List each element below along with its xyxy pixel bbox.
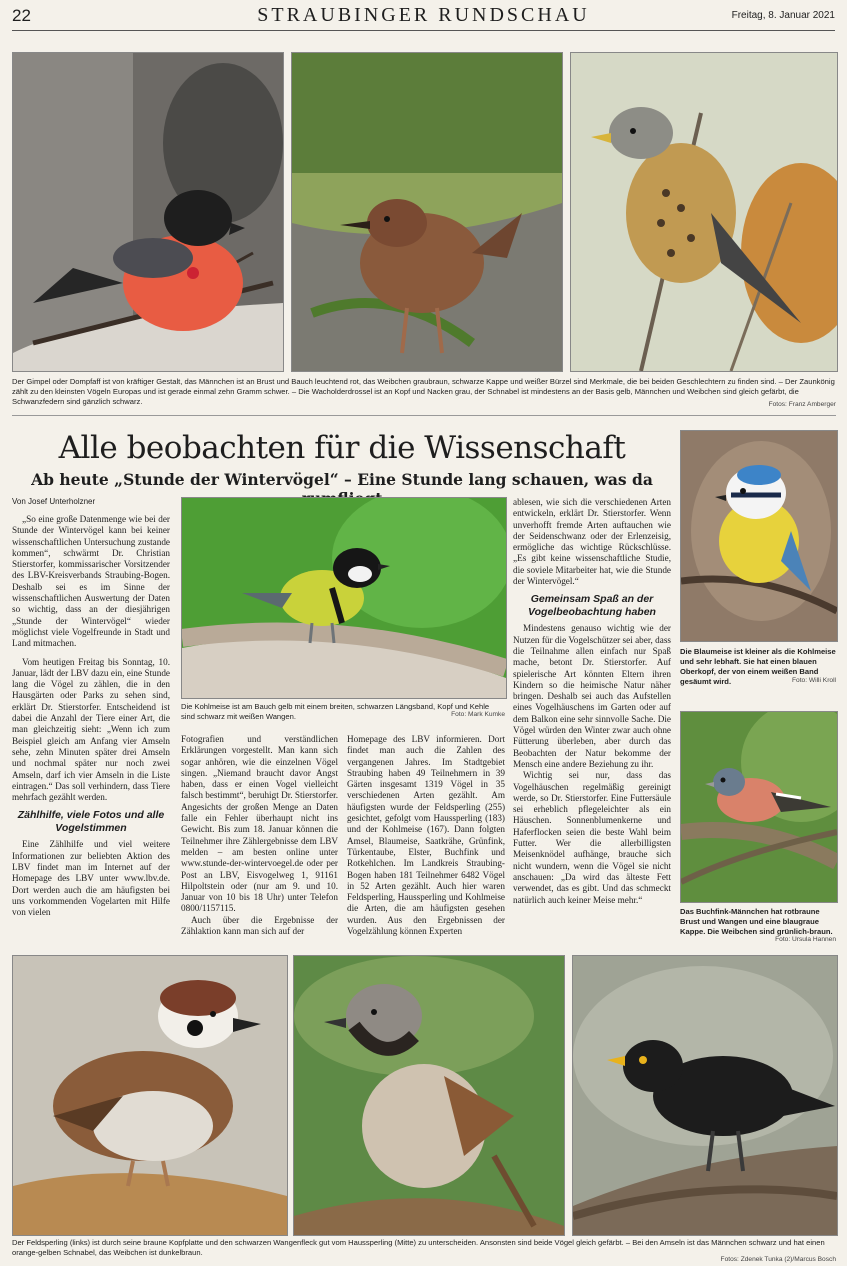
paragraph: Fotografien und verständlichen Erklärungen vorgestellt. Man kann sich sogar anhören, wie die einzelnen Vögel singen. „Niemand braucht davor Angst haben, dass er einen Vogel vielleicht falsch bestimmt“, beruhigt Dr. Stierstorfer. Angesichts der großen Menge an Daten falle ein Fehler überhaupt nicht ins Gewicht. Bis zum 18. Januar können die Teilnehmer ihre Zählergebnisse dem LBV melden – am besten online unter www.stunde-der-wintervoegel.de oder per Post an LBV, Eisvogelweg 1, 91161 Hilpoltstein oder (nur am 9. und 10. Januar von 10 bis 18 Uhr) unter Telefon 0800/1157115. [181,734,338,914]
page-number: 22 [12,6,31,25]
byline: Von Josef Unterholzner [12,497,96,506]
blaumeise-credit: Foto: Willi Kroll [792,677,836,684]
paragraph: Mindestens genauso wichtig wie der Nutzen für die Vogelschützer sei aber, dass die Teilnahme allen einfach nur Spaß mache, betont Dr. Stierstorfer. Auf spielerische Art könnten Eltern ihren Kindern so die heimische Natur näher bringen. Deshalb sei auch das Aufstellen eines Vogelhäuschens im Garten oder auf dem Balkon eine sehr sinnvolle Sache. Die Vögel würden den Winter zwar auch ohne Fütterung überleben, aber durch das Beobachten der Natur bekomme der Mensch eine andere Beziehung zu ihr. [513,623,671,769]
paragraph: Eine Zählhilfe und viel weitere Informationen zur beliebten Aktion des LBV findet man im Internet auf der Homepage des LBV unter www.lbv.de. Dort werden auch die am häufigsten bei uns vorkommenden Vogelarten mit Hilfe von vielen [12,839,170,918]
kohlmeise-caption: Die Kohlmeise ist am Bauch gelb mit einem breiten, schwarzen Längsband, Kopf und Kehle sind schwarz mit weißen Wangen. [181,702,490,721]
issue-date: Freitag, 8. Januar 2021 [731,10,835,21]
photo-amsel [572,955,838,1236]
photo-buchfink [680,711,838,903]
article-headline: Alle beobachten für die Wissenschaft [58,430,626,466]
kohlmeise-credit: Foto: Mark Kumke [451,711,505,718]
article-subhead: Ab heute „Stunde der Wintervögel“ – Eine Stunde lang schauen, was da [31,470,653,489]
photo-zaunkoenig [291,52,563,372]
intertitle: Gemeinsam Spaß an der Vogelbeobachtung haben [528,593,656,618]
paragraph: Vom heutigen Freitag bis Sonntag, 10. Januar, lädt der LBV dazu ein, eine Stunde lang die Vögel zu zählen, die in den Hausgärten oder Parks zu sehen sind, erklärt Dr. Stierstorfer. Entscheidend ist dabei die Anzahl der Tiere einer Art, die man gleichzeitig sieht: „Wenn ich zum Beispiel gleich am Anfang vier Amseln sehe, zehn Minuten später drei Amseln und nochmal später nur noch zwei Amseln, darf ich vier Amseln in die Liste eintragen.“ Das soll verhindern, dass Tiere mehrfach gezählt werden. [12,656,170,803]
photo-gimpel [12,52,284,372]
bottom-photos-caption: Der Feldsperling (links) ist durch seine braune Kopfplatte und den schwarzen Wangenfleck gut vom Haussperling (Mitte) zu unterscheiden. Ansonsten sind beide Vögel gleich gefärbt. – Bei den Amseln ist das Männchen schwarz und hat einen orange-gelben Schnabel, das Weibchen ist dunkelbraun. [12,1238,825,1257]
article-column-2 [181,734,338,937]
paragraph: ablesen, wie sich die verschiedenen Arten entwickeln, erklärt Dr. Stierstorfer. Wenn unverhofft fremde Arten auftauchen wie der Seidenschwanz oder der Erlenzeisig, ermögliche das wichtige Rückschlüsse. „Es gibt keine wissenschaftliche Studie, die soviele Mitarbeiter hat, wie die Stunde der Wintervögel.“ [513,497,671,587]
top-photos-credit: Fotos: Franz Amberger [768,401,836,408]
paragraph: Homepage des LBV informieren. Dort findet man auch die Zahlen des vergangenen Jahres. Im Stadtgebiet Straubing haben 49 Teilnehmern in 39 Gärten insgesamt 1319 Vögel in 35 verschiedenen Arten gezählt. Am häufigsten wurde der Feldsperling (255) gesichtet, gefolgt vom Haussperling (183) und der Kohlmeise (167). Dann folgten Amsel, Blaumeise, Saatkrähe, Grünfink, Türkentaube, Elster, Buchfink und Rotkehlchen. Im Landkreis Straubing-Bogen haben 181 Teilnehmer 6482 Vögel in 52 Arten gezählt. Auch hier waren Feldsperling, Haussperling und Kohlmeise die Arten, die am häufigsten gesehen wurden. Aus den Ergebnissen der Vogelzählung können Experten [347,734,505,937]
photo-kohlmeise [181,497,507,699]
paragraph: Wichtig sei nur, dass das Vogelhäuschen regelmäßig gereinigt werde, so Dr. Stierstorfer. Eine Futtersäule sei erheblich pflegeleichter als ein Häuschen. Sonnenblumenkerne und Haferflocken seien die beste Wahl beim Futter. Wer die allerbilligsten Meisenknödel aufhänge, brauche sich nicht wundern, wenn die Vögel sie nicht anschauen: „Da wird das älteste Fett verwendet, das es gibt. Und das schmeckt natürlich auch keiner Meise mehr.“ [513,770,671,905]
top-photos-caption: Der Gimpel oder Dompfaff ist von kräftiger Gestalt, das Männchen ist an Brust und Bauch leuchtend rot, das Weibchen graubraun, schwarze Kappe und weißer Bürzel sind Merkmale, die bei beiden Geschlechtern zu finden sind. – Der Zaunkönig zählt zu den kleinsten Vögeln Europas und ist gerade einmal zehn Gramm schwer. – Die Wacholderdrossel ist an Kopf und Nacken grau, der Schnabel ist mindestens an der Basis gelb, Männchen und Weibchen sind gleich gefärbt, die Schwanzfedern sind gänzlich schwarz. [12,377,835,406]
buchfink-caption: Das Buchfink-Männchen hat rotbraune Brust und Wangen und eine blaugraue Kappe. Die Weibchen sind grünlich-braun. [680,907,833,936]
masthead: STRAUBINGER RUNDSCHAU [257,4,590,26]
page-header [12,0,835,31]
article-column-1 [12,514,170,919]
photo-haussperling [293,955,565,1236]
intertitle: Zählhilfe, viele Fotos und alle Vogelstimmen [17,809,165,834]
article-column-4 [513,497,671,906]
buchfink-credit: Foto: Ursula Hannen [775,936,836,943]
paragraph: „So eine große Datenmenge wie bei der Stunde der Wintervögel kann bei keiner wissenschaftlichen Untersuchung zustande kommen“, schwärmt Dr. Christian Stierstorfer, kommissarischer Vorsitzender des LBV-Kreisverbands Straubing-Bogen. Deshalb sei es im Sinne der wissenschaftlichen Auswertung der Daten so wichtig, dass an der diesjährigen „Stunde der Wintervögel“ wieder möglichst viele Vogelfreunde in Stadt und Land mitmachen. [12,514,170,649]
photo-feldsperling [12,955,288,1236]
blaumeise-caption: Die Blaumeise ist kleiner als die Kohlmeise und sehr lebhaft. Sie hat einen blauen Oberkopf, der von einem weißen Band gesäumt wird. [680,647,836,686]
paragraph: Auch über die Ergebnisse der Zählaktion kann man sich auf der [181,914,338,937]
photo-wacholderdrossel [570,52,838,372]
article-column-3 [347,734,505,937]
photo-blaumeise [680,430,838,642]
bottom-photos-credit: Fotos: Zdenek Tunka (2)/Marcus Bosch [720,1256,836,1263]
divider [12,415,836,416]
